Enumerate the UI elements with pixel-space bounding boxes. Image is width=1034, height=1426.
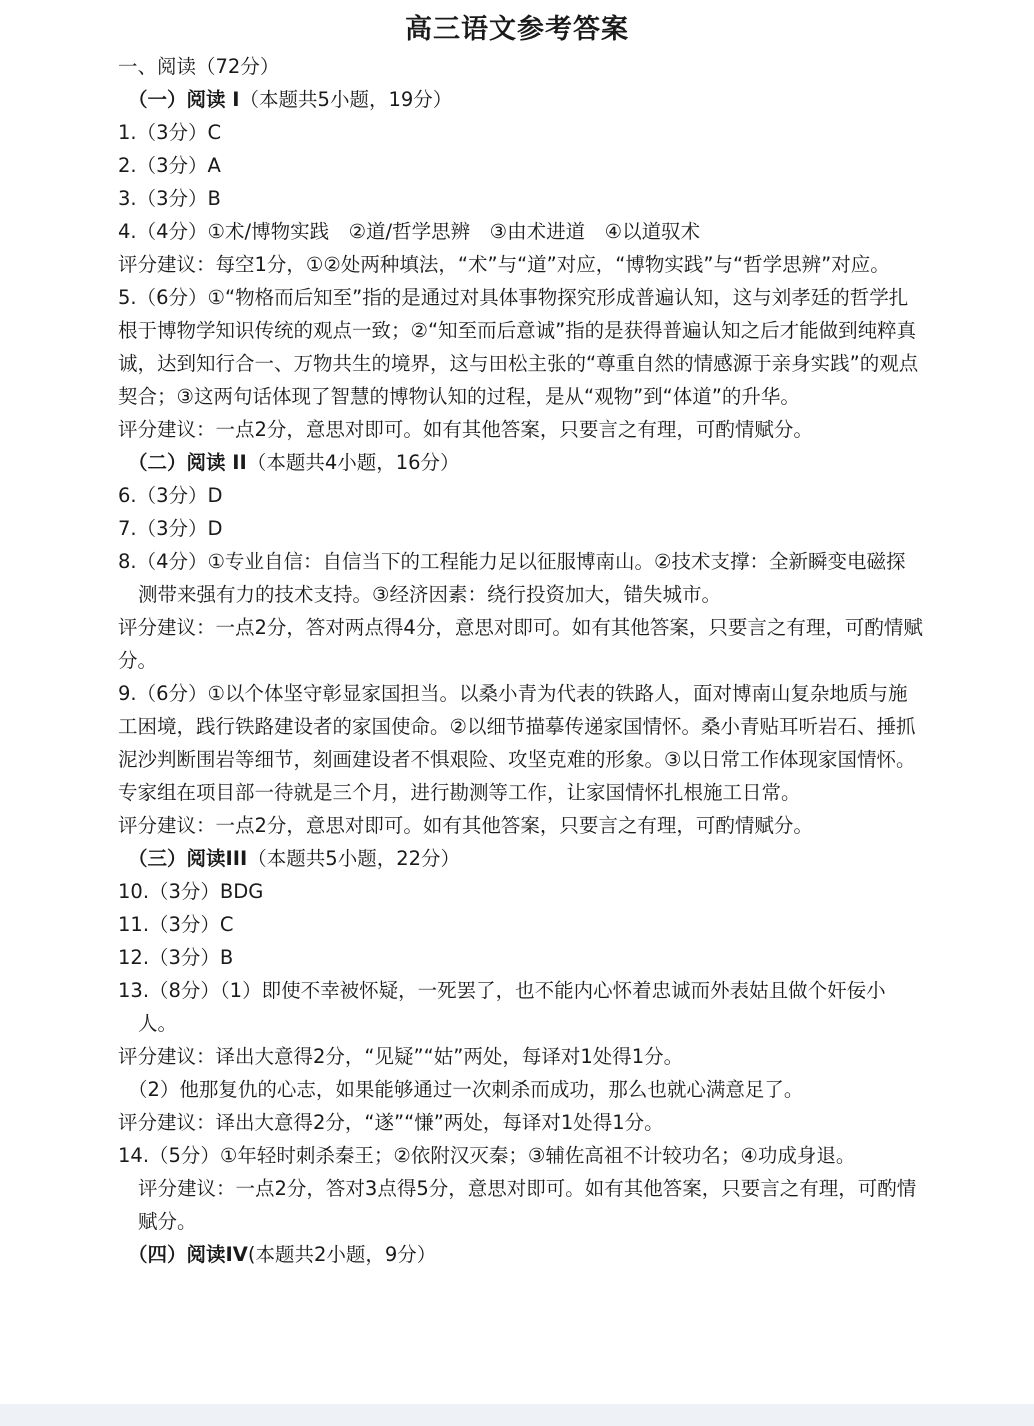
scoring-note-q9: 评分建议：一点2分，意思对即可。如有其他答案，只要言之有理，可酌情赋分。 — [118, 814, 813, 837]
document-title: 高三语文参考答案 — [405, 14, 629, 45]
part-title: （四）阅读IV — [128, 1243, 248, 1266]
part-note: （本题共5小题，22分） — [247, 847, 461, 870]
scoring-note-q5: 评分建议：一点2分，意思对即可。如有其他答案，只要言之有理，可酌情赋分。 — [118, 418, 813, 441]
answer-q14: 14.（5分）①年轻时刺杀秦王；②依附汉灭秦；③辅佐高祖不计较功名；④功成身退。 — [118, 1144, 856, 1167]
part-heading-4 — [118, 1238, 924, 1271]
answer-q11: 11.（3分）C — [118, 913, 234, 936]
part-title: （一）阅读 I — [128, 88, 240, 111]
answer-q12: 12.（3分）B — [118, 946, 234, 969]
section-heading: 一、阅读（72分） — [118, 55, 280, 78]
part-title: （二）阅读 II — [128, 451, 247, 474]
scoring-note-q14: 评分建议：一点2分，答对3点得5分，意思对即可。如有其他答案，只要言之有理，可酌情赋分。 — [138, 1177, 917, 1233]
page-bottom-strip — [0, 1404, 1034, 1426]
part-note: （本题共4小题，16分） — [246, 451, 460, 474]
answer-q3: 3.（3分）B — [118, 187, 221, 210]
scoring-note-q13-part2: 评分建议：译出大意得2分，“遂”“慊”两处，每译对1处得1分。 — [118, 1111, 664, 1134]
answer-q10: 10.（3分）BDG — [118, 880, 264, 903]
part-note: （本题共5小题，19分） — [239, 88, 453, 111]
answer-q4: 4.（4分）①术/博物实践 ②道/哲学思辨 ③由术进道 ④以道驭术 — [118, 220, 701, 243]
answer-q8: 8.（4分）①专业自信：自信当下的工程能力足以征服博南山。②技术支撑：全新瞬变电磁探测带来强有力的技术支持。③经济因素：绕行投资加大，错失城市。 — [118, 550, 906, 606]
answer-q13-part2: （2）他那复仇的心志，如果能够通过一次刺杀而成功，那么也就心满意足了。 — [128, 1078, 804, 1101]
part-heading-3 — [118, 842, 924, 875]
part-heading-1 — [118, 83, 924, 116]
answer-q5: 5.（6分）①“物格而后知至”指的是通过对具体事物探究形成普遍认知，这与刘孝廷的哲学扎根于博物学知识传统的观点一致；②“知至而后意诚”指的是获得普遍认知之后才能做到纯粹真诚，达到知行合一、万物共生的境界，这与田松主张的“尊重自然的情感源于亲身实践”的观点契合；③这两句话体现了智慧的博物认知的过程，是从“观物”到“体道”的升华。 — [118, 286, 919, 408]
scoring-note-q4: 评分建议：每空1分，①②处两种填法，“术”与“道”对应，“博物实践”与“哲学思辨”对应。 — [118, 253, 890, 276]
answer-q9: 9.（6分）①以个体坚守彰显家国担当。以桑小青为代表的铁路人，面对博南山复杂地质与施工困境，践行铁路建设者的家国使命。②以细节描摹传递家国情怀。桑小青贴耳听岩石、捶抓泥沙判断围岩等细节，刻画建设者不惧艰险、攻坚克难的形象。③以日常工作体现家国情怀。专家组在项目部一待就是三个月，进行勘测等工作，让家国情怀扎根施工日常。 — [118, 682, 916, 804]
part-heading-2 — [118, 446, 924, 479]
scoring-note-q8: 评分建议：一点2分，答对两点得4分，意思对即可。如有其他答案，只要言之有理，可酌情赋分。 — [118, 616, 923, 672]
answer-content — [118, 50, 924, 1271]
part-note: (本题共2小题，9分） — [247, 1243, 437, 1266]
part-title: （三）阅读III — [128, 847, 248, 870]
answer-q1: 1.（3分）C — [118, 121, 222, 144]
answer-q6: 6.（3分）D — [118, 484, 223, 507]
answer-q2: 2.（3分）A — [118, 154, 221, 177]
scoring-note-q13-part1: 评分建议：译出大意得2分，“见疑”“姑”两处，每译对1处得1分。 — [118, 1045, 684, 1068]
answer-q13-part1: 13.（8分）（1）即使不幸被怀疑，一死罢了，也不能内心怀着忠诚而外表姑且做个奸佞小人。 — [118, 979, 886, 1035]
answer-q7: 7.（3分）D — [118, 517, 223, 540]
